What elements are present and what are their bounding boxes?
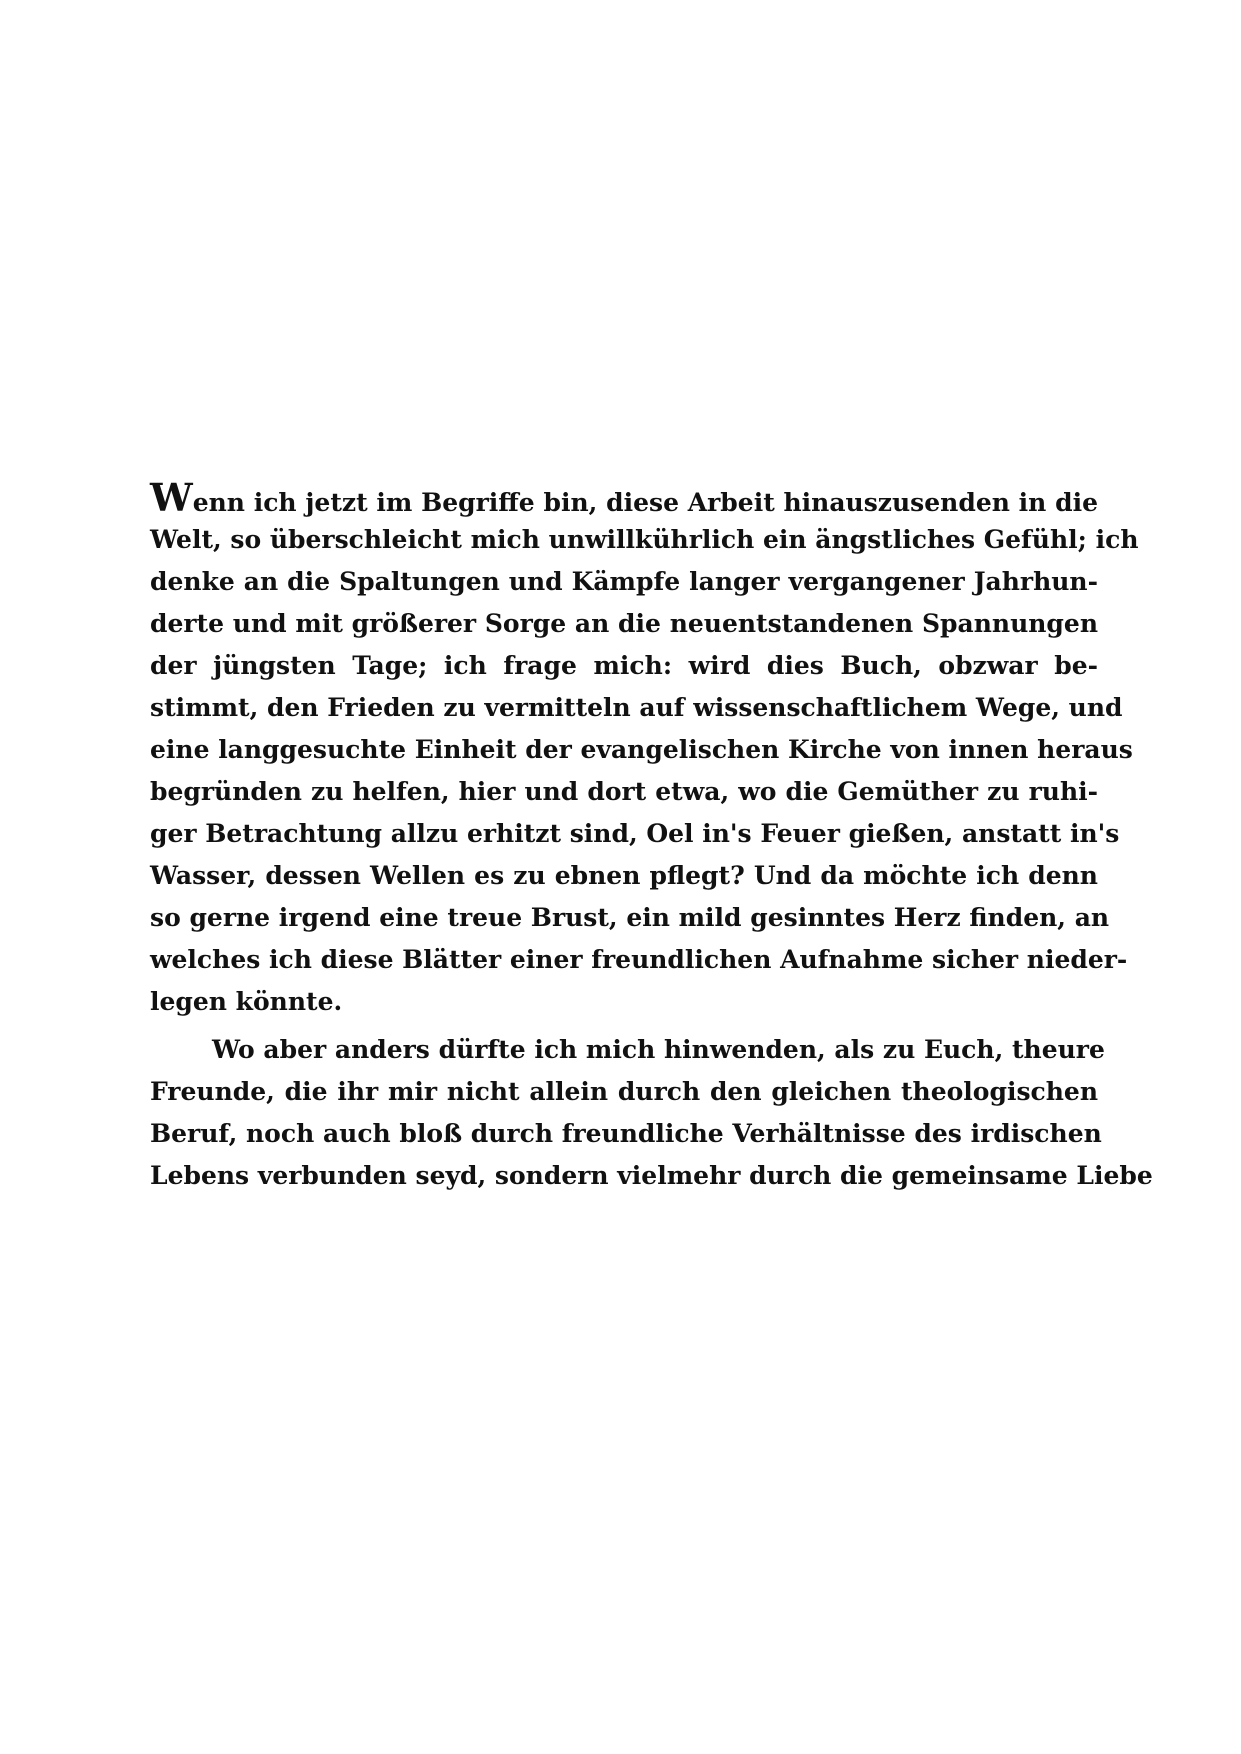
text-line: Welt, so überschleicht mich unwillkührlich ein ängstliches Gefühl; ich (150, 525, 1139, 554)
text-line: Wo aber anders dürfte ich mich hinwenden, als zu Euch, theure (212, 1035, 1105, 1064)
text-line: Freunde, die ihr mir nicht allein durch den gleichen theologischen (150, 1077, 1098, 1106)
line-text: enn ich jetzt im Begriffe bin, diese Arbeit hinauszusenden in die (192, 488, 1098, 517)
text-line: legen könnte. (150, 987, 343, 1016)
text-line (150, 475, 1098, 520)
text-line: Lebens verbunden seyd, sondern vielmehr durch die gemeinsame Liebe (150, 1161, 1153, 1190)
text-line: Wasser, dessen Wellen es zu ebnen pflegt? Und da möchte ich denn (150, 861, 1098, 890)
text-line: stimmt, den Frieden zu vermitteln auf wissenschaftlichem Wege, und (150, 693, 1123, 722)
text-line: eine langgesuchte Einheit der evangelischen Kirche von innen heraus (150, 735, 1133, 764)
text-line: der jüngsten Tage; ich frage mich: wird dies Buch, obzwar be- (150, 651, 1098, 680)
text-line: denke an die Spaltungen und Kämpfe langer vergangener Jahrhun- (150, 567, 1098, 596)
text-line: begründen zu helfen, hier und dort etwa, wo die Gemüther zu ruhi- (150, 777, 1098, 806)
text-line: welches ich diese Blätter einer freundlichen Aufnahme sicher nieder- (150, 945, 1128, 974)
text-line: ger Betrachtung allzu erhitzt sind, Oel in's Feuer gießen, anstatt in's (150, 819, 1120, 848)
drop-cap: W (150, 475, 193, 520)
text-line: so gerne irgend eine treue Brust, ein mild gesinntes Herz finden, an (150, 903, 1110, 932)
text-line: Beruf, noch auch bloß durch freundliche Verhältnisse des irdischen (150, 1119, 1102, 1148)
text-line: derte und mit größerer Sorge an die neuentstandenen Spannungen (150, 609, 1098, 638)
